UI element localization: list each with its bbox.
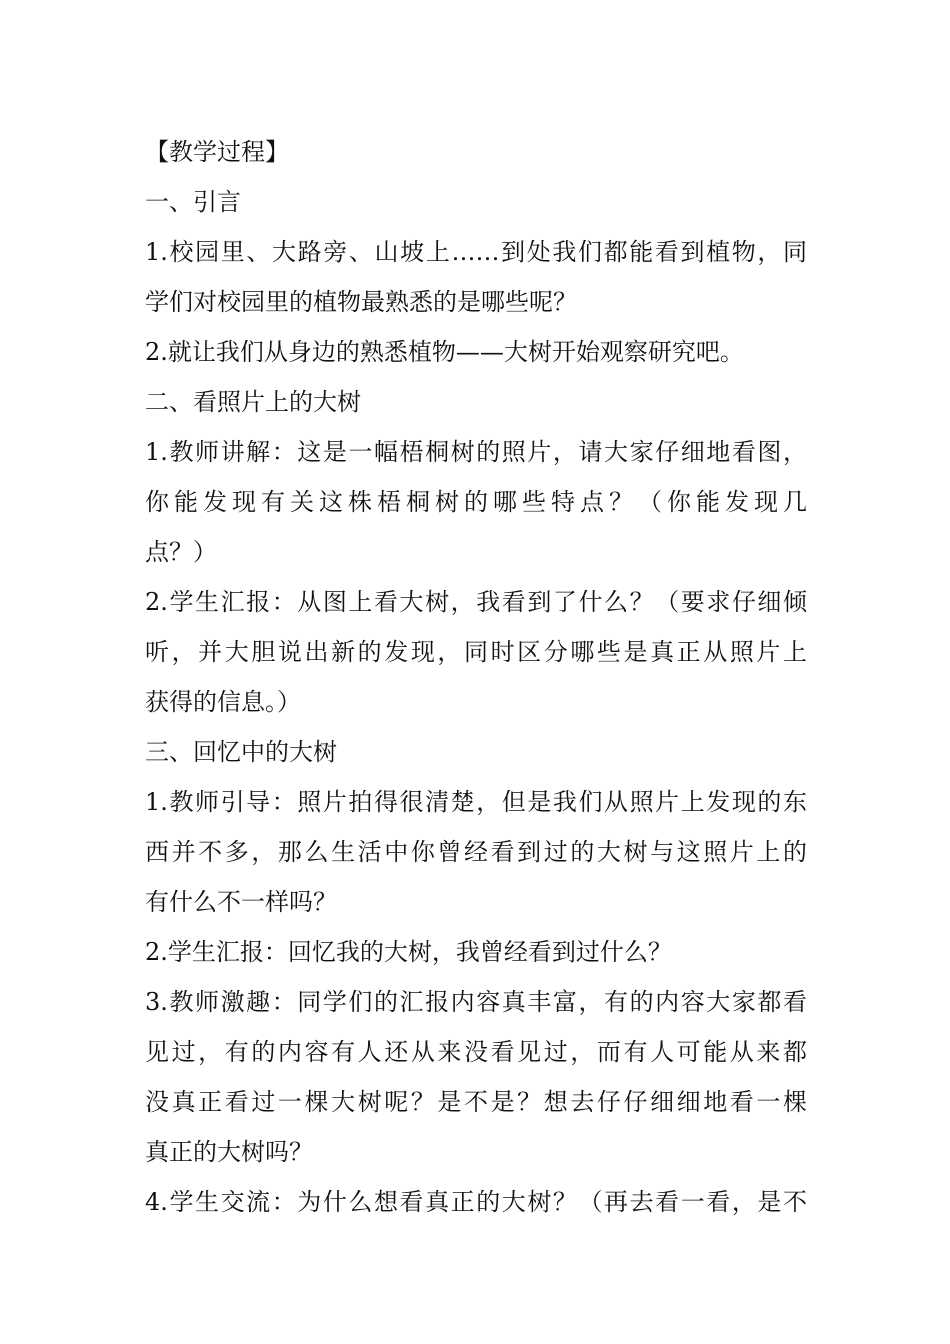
section-heading-introduction: 一、引言 <box>145 188 241 216</box>
paragraph-line: 4.学生交流：为什么想看真正的大树？（再去看一看，是不 <box>145 1188 807 1216</box>
paragraph-line: 1.教师引导：照片拍得很清楚，但是我们从照片上发现的东 <box>145 788 807 816</box>
paragraph-line: 1.校园里、大路旁、山坡上……到处我们都能看到植物，同 <box>145 238 807 266</box>
paragraph-line: 获得的信息。） <box>145 688 301 716</box>
paragraph-line: 2.学生汇报：从图上看大树，我看到了什么？（要求仔细倾 <box>145 588 807 616</box>
paragraph-line: 你能发现有关这株梧桐树的哪些特点？（你能发现几 <box>145 488 807 516</box>
paragraph-line: 真正的大树吗？ <box>145 1138 313 1166</box>
section-heading-memory-tree: 三、回忆中的大树 <box>145 738 337 766</box>
paragraph-line: 见过，有的内容有人还从来没看见过，而有人可能从来都 <box>145 1038 807 1066</box>
section-heading-teaching-process: 【教学过程】 <box>145 138 289 166</box>
paragraph-line: 1.教师讲解：这是一幅梧桐树的照片，请大家仔细地看图， <box>145 438 807 466</box>
paragraph-line: 西并不多，那么生活中你曾经看到过的大树与这照片上的 <box>145 838 807 866</box>
paragraph-line: 2.就让我们从身边的熟悉植物——大树开始观察研究吧。 <box>145 338 744 366</box>
paragraph-line: 没真正看过一棵大树呢？是不是？想去仔仔细细地看一棵 <box>145 1088 807 1116</box>
document-page <box>145 127 807 1227</box>
paragraph-line: 点？） <box>145 538 217 566</box>
paragraph-line: 听，并大胆说出新的发现，同时区分哪些是真正从照片上 <box>145 638 807 666</box>
paragraph-line: 学们对校园里的植物最熟悉的是哪些呢？ <box>145 288 577 316</box>
paragraph-line: 3.教师激趣：同学们的汇报内容真丰富，有的内容大家都看 <box>145 988 807 1016</box>
paragraph-line: 2.学生汇报：回忆我的大树，我曾经看到过什么？ <box>145 938 672 966</box>
paragraph-line: 有什么不一样吗？ <box>145 888 337 916</box>
section-heading-photo-tree: 二、看照片上的大树 <box>145 388 361 416</box>
